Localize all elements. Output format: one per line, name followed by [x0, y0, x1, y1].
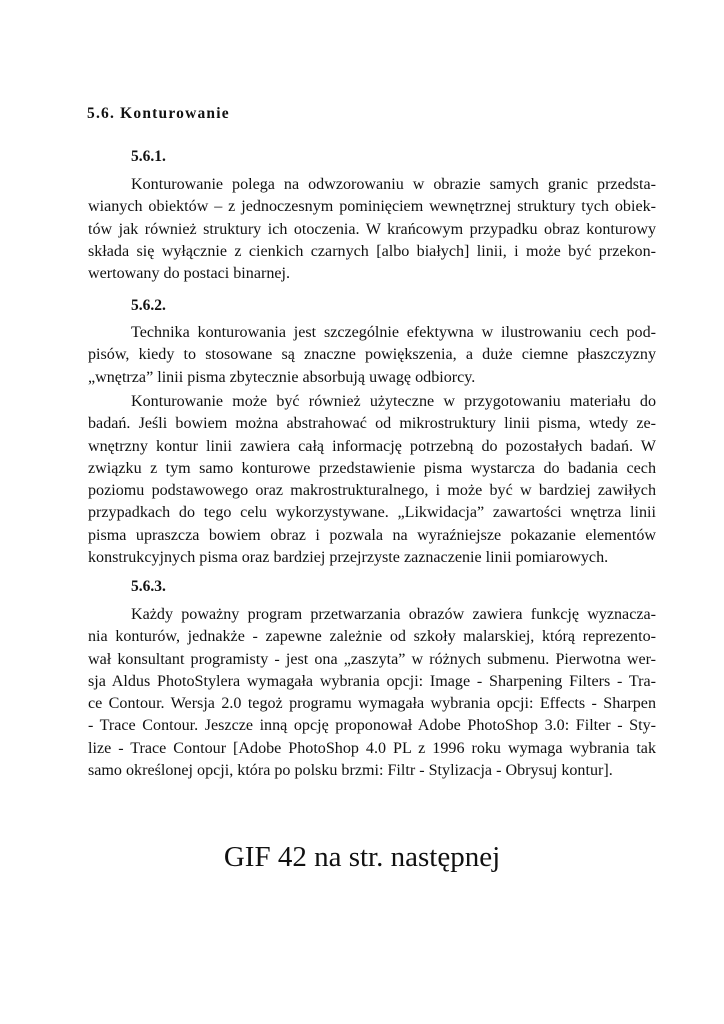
paragraph-5-6-2-b [88, 391, 656, 569]
text-line: tów jak również struktury ich otoczenia. W krańcowym przypadku obraz konturowy [88, 220, 656, 238]
text-line: „wnętrza” linii pisma zbytecznie absorbują uwagę odbiorcy. [88, 368, 476, 386]
text-line: poziomu podstawowego oraz makrostrukturalnego, i może być w bardziej zawiłych [88, 482, 656, 500]
text-line: wianych obiektów – z jednoczesnym pominięciem wewnętrznej struktury tych obiek- [88, 198, 656, 216]
subsection-heading-5-6-1: 5.6.1. [131, 148, 166, 165]
text-line: Konturowanie polega na odwzorowaniu w obrazie samych granic przedsta- [131, 176, 656, 193]
text-line: Konturowanie może być również użyteczne w przygotowaniu materiału do [131, 393, 656, 410]
text-line: pisma upraszcza bowiem obraz i pozwala na wyraźniejsze pokazanie elementów [88, 526, 656, 544]
text-line: wertowany do postaci binarnej. [88, 265, 291, 283]
text-line: nia konturów, jednakże - zapewne zależnie od szkoły malarskiej, którą reprezento- [88, 628, 656, 646]
text-line: sja Aldus PhotoStylera wymagała wybrania opcji: Image - Sharpening Filters - Tra- [88, 672, 656, 690]
text-line: wnętrzny kontur linii zawiera całą informację potrzebną do pozostałych badań. W [88, 437, 656, 455]
text-line: pisów, kiedy to stosowane są znaczne powiększenia, a duże ciemne płaszczyzny [88, 346, 656, 364]
next-page-gif-note: GIF 42 na str. następnej [223, 841, 501, 873]
section-title: 5.6. Konturowanie [87, 105, 230, 122]
text-line: przypadkach do tego celu wykorzystywane. „Likwidacja” zawartości wnętrza linii [88, 504, 656, 522]
text-line: Technika konturowania jest szczególnie efektywna w ilustrowaniu cech pod- [131, 324, 656, 341]
text-line: konstrukcyjnych pisma oraz bardziej przejrzyste zaznaczenie linii pomiarowych. [88, 549, 609, 567]
paragraph-5-6-1 [88, 174, 656, 285]
text-line: składa się wyłącznie z cienkich czarnych [albo białych] linii, i może być przekon- [88, 242, 656, 260]
subsection-heading-5-6-3: 5.6.3. [131, 578, 166, 595]
text-line: samo określonej opcji, która po polsku brzmi: Filtr - Stylizacja - Obrysuj kontur]. [88, 762, 613, 780]
text-line: badań. Jeśli bowiem można abstrahować od mikrostruktury linii pisma, wtedy ze- [88, 415, 656, 433]
text-line: lize - Trace Contour [Adobe PhotoShop 4.0 PL z 1996 roku wymaga wybrania tak [88, 739, 656, 757]
text-line: wał konsultant programisty - jest ona „zaszyta” w różnych submenu. Pierwotna wer- [88, 650, 656, 668]
text-line: - Trace Contour. Jeszcze inną opcję proponował Adobe PhotoShop 3.0: Filter - Sty- [88, 717, 656, 735]
paragraph-5-6-2-a [88, 322, 656, 389]
text-line: Każdy poważny program przetwarzania obrazów zawiera funkcję wyznacza- [131, 606, 656, 623]
text-line: związku z tym samo konturowe przedstawienie pisma wystarcza do badania cech [88, 459, 656, 477]
subsection-heading-5-6-2: 5.6.2. [131, 297, 166, 314]
paragraph-5-6-3 [88, 604, 656, 782]
text-line: ce Contour. Wersja 2.0 tegoż programu wymagała wybrania opcji: Effects - Sharpen [88, 695, 656, 713]
